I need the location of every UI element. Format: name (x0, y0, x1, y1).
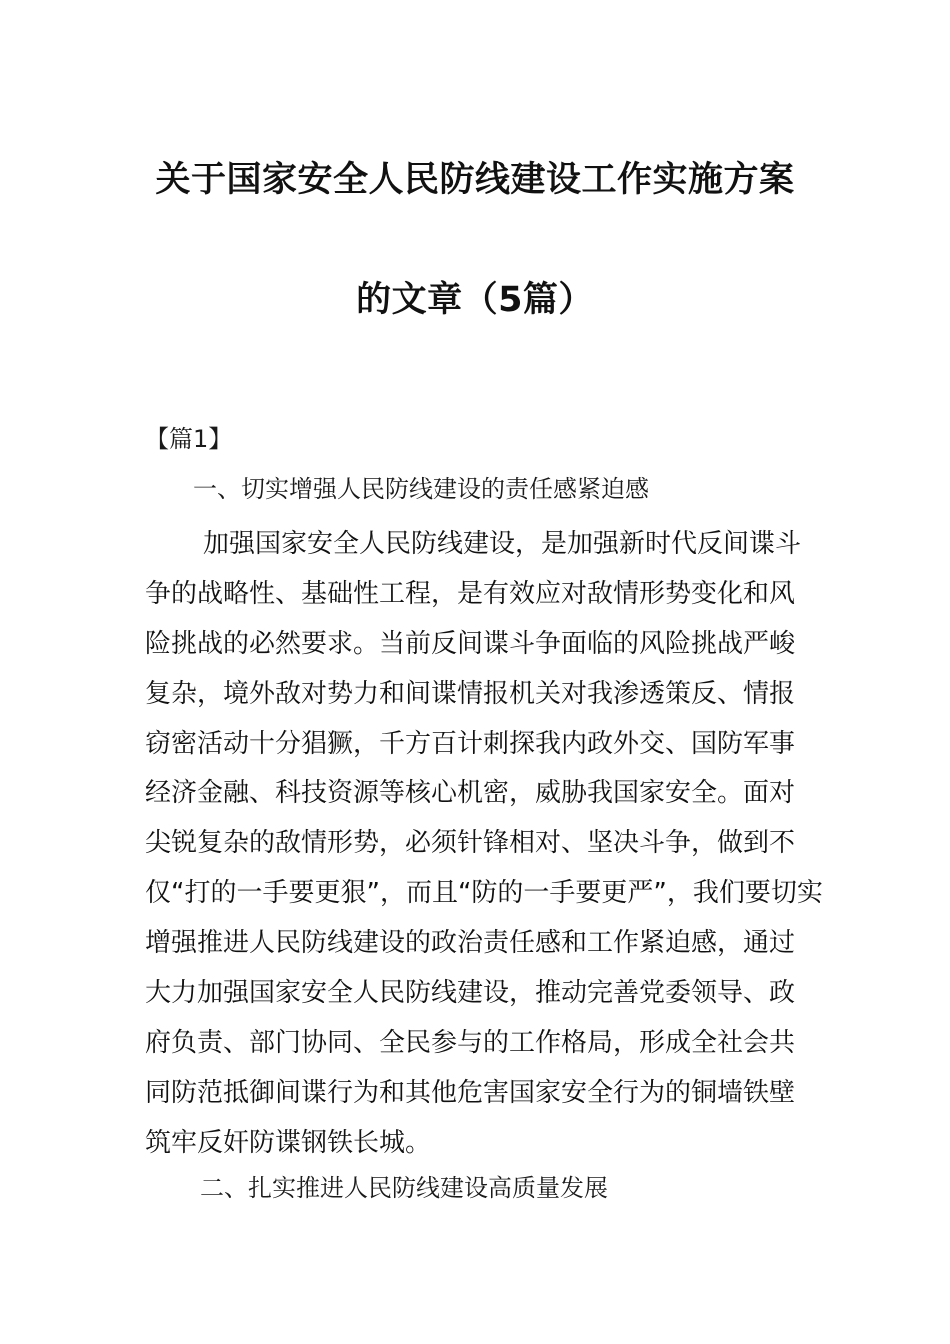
paragraph-line: 大力加强国家安全人民防线建设，推动完善党委领导、政 (145, 978, 796, 1009)
paragraph-line: 加强国家安全人民防线建设，是加强新时代反间谍斗 (203, 529, 802, 559)
document-title-line-2: 的文章（5篇） (356, 280, 594, 320)
paragraph-line: 府负责、部门协同、全民参与的工作格局，形成全社会共 (145, 1027, 796, 1058)
body-paragraph (145, 520, 823, 1169)
paragraph-line: 仅“打的一手要更狠”，而且“防的一手要更严”，我们要切实 (145, 878, 823, 909)
paragraph-line: 经济金融、科技资源等核心机密，威胁我国家安全。面对 (145, 778, 796, 809)
paragraph-line: 险挑战的必然要求。当前反间谍斗争面临的风险挑战严峻 (145, 628, 796, 659)
paragraph-line: 增强推进人民防线建设的政治责任感和工作紧迫感，通过 (145, 928, 796, 959)
section-heading-2: 二、扎实推进人民防线建设高质量发展 (200, 1174, 608, 1202)
document-title-line-1: 关于国家安全人民防线建设工作实施方案 (155, 160, 795, 200)
paragraph-line: 争的战略性、基础性工程，是有效应对敌情形势变化和风 (145, 578, 796, 609)
section-tag: 【篇1】 (145, 425, 233, 453)
paragraph-line: 筑牢反奸防谍钢铁长城。 (145, 1127, 432, 1158)
paragraph-line: 同防范抵御间谍行为和其他危害国家安全行为的铜墙铁壁 (145, 1077, 796, 1108)
paragraph-line: 尖锐复杂的敌情形势，必须针锋相对、坚决斗争，做到不 (145, 828, 796, 859)
paragraph-line: 复杂，境外敌对势力和间谍情报机关对我渗透策反、情报 (145, 678, 796, 709)
section-heading-1: 一、切实增强人民防线建设的责任感紧迫感 (193, 475, 649, 503)
paragraph-line: 窃密活动十分猖獗，千方百计刺探我内政外交、国防军事 (145, 728, 796, 759)
